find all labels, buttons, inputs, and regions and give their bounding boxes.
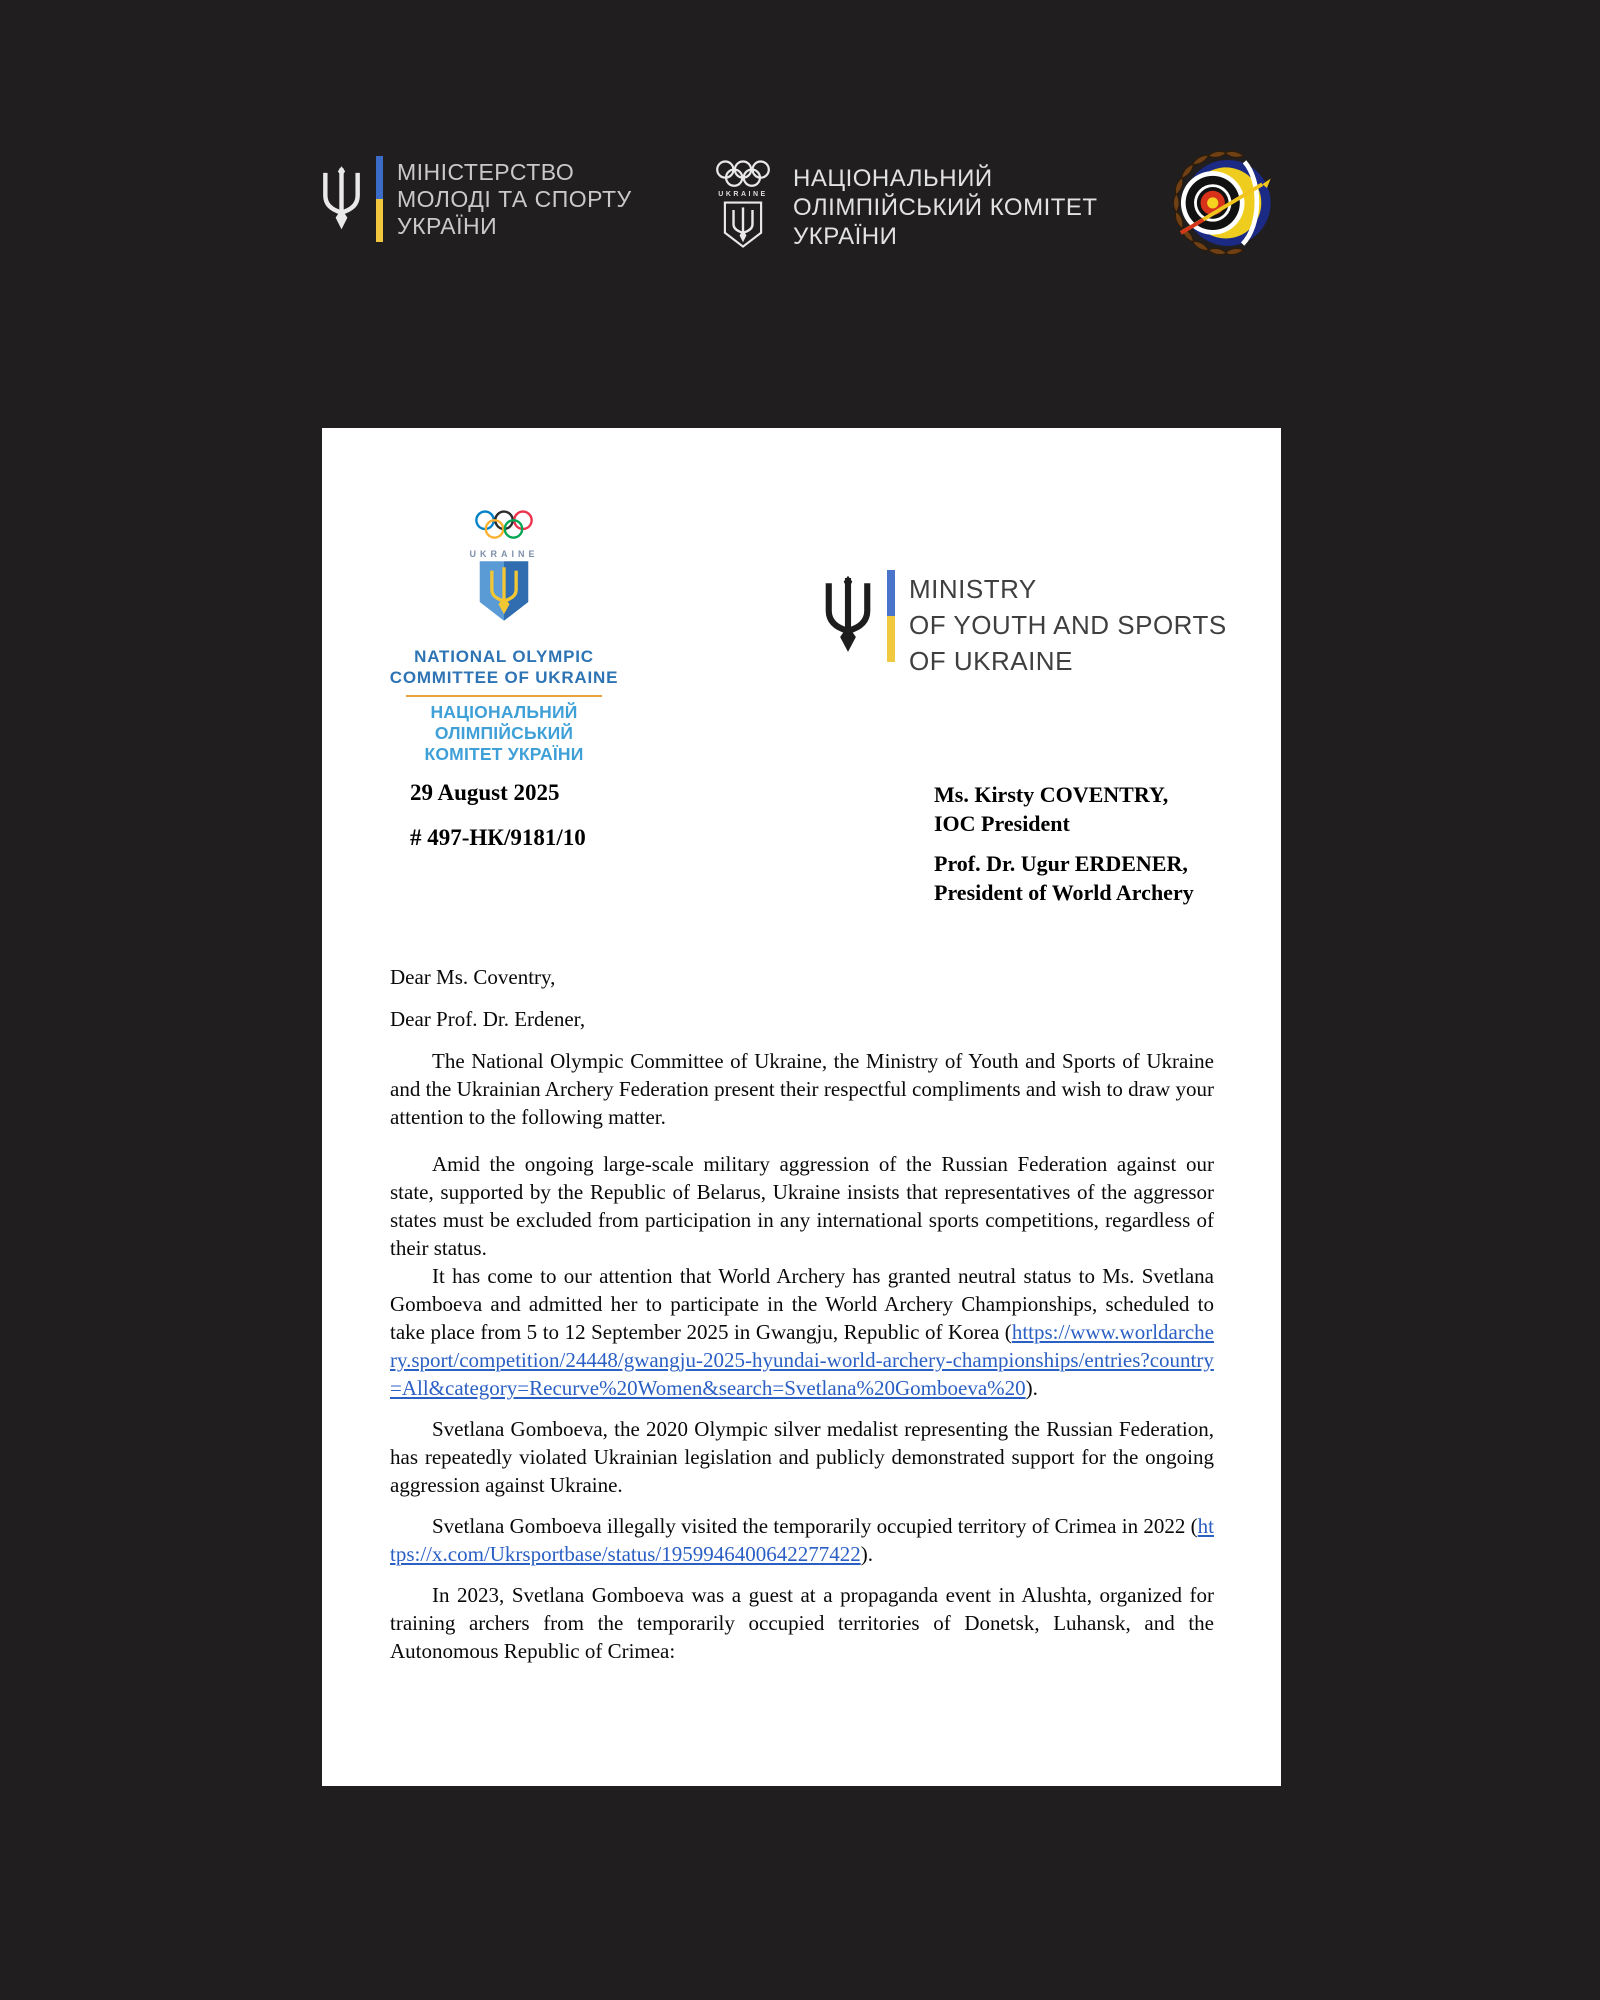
ukraine-flag-bar	[887, 570, 895, 662]
noc-logo-line: НАЦІОНАЛЬНИЙ	[793, 165, 993, 192]
ministry-logo-line: МОЛОДІ ТА СПОРТУ	[397, 186, 632, 212]
noc-country-label: UKRAINE	[718, 191, 768, 198]
date-reference-block	[410, 780, 586, 851]
olympic-rings-icon	[714, 160, 772, 188]
letter-paragraph: Svetlana Gomboeva illegally visited the temporarily occupied territory of Crimea in 2022 (https://x.com/Ukrsportbase/status/1959946400642277422).	[390, 1514, 1214, 1566]
ministry-name-line: OF UKRAINE	[909, 646, 1073, 676]
header-ministry-logo	[318, 156, 632, 244]
letter-paragraph: In 2023, Svetlana Gomboeva was a guest at a propaganda event in Alushta, organized for training archers from the temporarily occupied territories of Donetsk, Luhansk, and the Autonomous Republic of Crimea:	[390, 1583, 1214, 1663]
trident-icon	[820, 570, 876, 662]
salutation: Dear Ms. Coventry,	[390, 965, 556, 989]
trident-shield-icon	[722, 200, 764, 250]
letter-body	[390, 963, 1214, 1665]
noc-logo-line: ОЛІМПІЙСЬКИЙ КОМІТЕТ	[793, 194, 1098, 221]
letterhead-ministry-logo	[820, 570, 1227, 679]
noc-logo-divider	[406, 695, 602, 697]
noc-name-ua-line: НАЦІОНАЛЬНИЙ ОЛІМПІЙСЬКИЙ	[430, 702, 578, 743]
noc-country-label: UKRAINE	[469, 549, 539, 559]
recipient-title: President of World Archery	[934, 880, 1194, 905]
header-noc-logo	[710, 160, 1098, 251]
recipient-title: IOC President	[934, 811, 1070, 836]
recipients-block	[934, 780, 1244, 907]
noc-logo-line: УКРАЇНИ	[793, 223, 898, 250]
ukraine-flag-bar	[376, 156, 383, 242]
recipient-name: Ms. Kirsty COVENTRY,	[934, 782, 1169, 807]
noc-name-en-line: NATIONAL OLYMPIC	[414, 647, 594, 666]
salutation: Dear Prof. Dr. Erdener,	[390, 1007, 586, 1031]
ministry-name-line: OF YOUTH AND SPORTS	[909, 610, 1227, 640]
recipient	[934, 849, 1244, 907]
ministry-name-line: MINISTRY	[909, 574, 1037, 604]
letter-date: 29 August 2025	[410, 780, 560, 805]
hyperlink[interactable]: https://www.worldarchery.sport/competition/24448/gwangju-2025-hyundai-world-archery-championships/entries?country=All&category=Recurve%20Women&search=Svetlana%20Gomboeva%20	[390, 1320, 1214, 1400]
ministry-logo-line: МІНІСТЕРСТВО	[397, 159, 575, 185]
noc-name-en-line: COMMITTEE OF UKRAINE	[389, 668, 619, 687]
letter-paragraph: The National Olympic Committee of Ukraine, the Ministry of Youth and Sports of Ukraine and the Ukrainian Archery Federation present their respectful compliments and wish to draw your attention to the following matter.	[390, 1049, 1214, 1129]
archery-target-wreath-emblem-icon	[1166, 143, 1280, 261]
letter-paragraph: It has come to our attention that World Archery has granted neutral status to Ms. Svetlana Gomboeva and admitted her to participate in the World Archery Championships, scheduled to take place from 5 to 12 September 2025 in Gwangju, Republic of Korea (https://www.worldarchery.sport/competition/24448/gwangju-2025-hyundai-world-archery-championships/entries?country=All&category=Recurve%20Women&search=Svetlana%20Gomboeva%20).	[390, 1264, 1214, 1400]
letter-page	[322, 428, 1281, 1786]
letter-paragraph: Amid the ongoing large-scale military aggression of the Russian Federation against our state, supported by the Republic of Belarus, Ukraine insists that representatives of the aggressor states must be excluded from participation in any international sports competitions, regardless of their status.	[390, 1152, 1214, 1260]
letter-paragraph: Svetlana Gomboeva, the 2020 Olympic silver medalist representing the Russian Federation, has repeatedly violated Ukrainian legislation and publicly demonstrated support for the ongoing aggression against Ukraine.	[390, 1417, 1214, 1497]
trident-shield-icon	[475, 559, 533, 623]
noc-mark	[710, 160, 776, 250]
letter-reference-number: # 497-НК/9181/10	[410, 825, 586, 850]
trident-icon	[318, 156, 365, 244]
noc-name-ua-line: КОМІТЕТ УКРАЇНИ	[424, 744, 584, 764]
olympic-rings-icon	[474, 510, 534, 540]
hyperlink[interactable]: https://x.com/Ukrsportbase/status/1959946400642277422	[390, 1514, 1214, 1566]
recipient	[934, 780, 1244, 838]
letterhead-noc-logo	[380, 510, 628, 765]
ministry-logo-line: УКРАЇНИ	[397, 213, 498, 239]
recipient-name: Prof. Dr. Ugur ERDENER,	[934, 851, 1188, 876]
archery-federation-emblem	[1166, 143, 1280, 266]
